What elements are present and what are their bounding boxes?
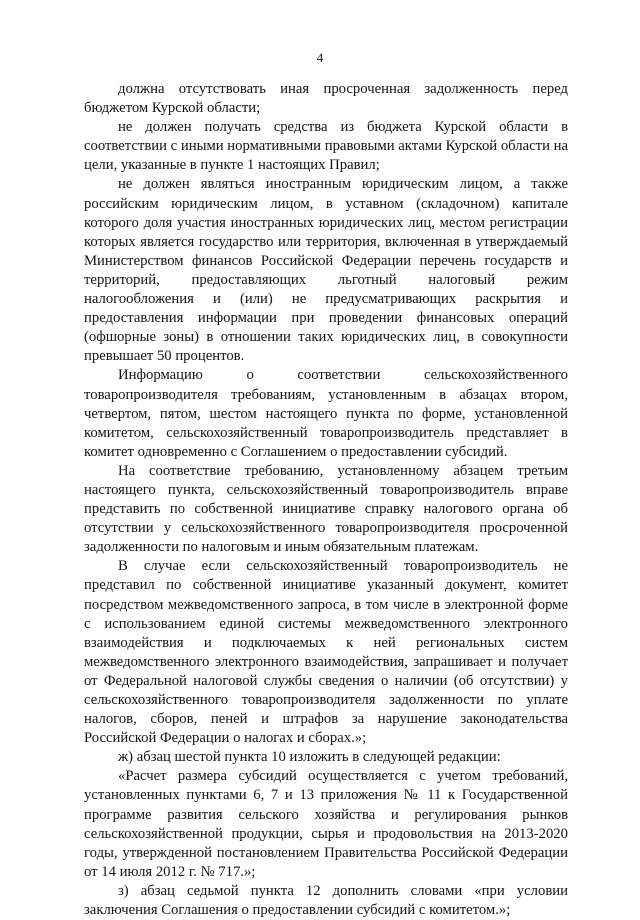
paragraph-amendment-z: з) абзац седьмой пункта 12 дополнить словами «при условии заключения Соглашения о предоставлении субсидий с комитетом.»; [84,882,568,919]
paragraph-no-other-funds: не должен получать средства из бюджета Курской области в соответствии с иными нормативными правовыми актами Курской области на цели, указанные в пункте 1 настоящих Правил; [84,119,568,174]
paragraph-subsidy-calculation: «Расчет размера субсидий осуществляется с учетом требований, установленных пунктами 6, 7 и 13 приложения № 11 к Государственной программе развития сельского хозяйства и регулирования рынков сельскохозяйственной продукции, сырья и продовольствия на 2013-2020 годы, утвержденной постановлением Правительства Российской Федерации от 14 июля 2012 г. № 717.»; [84,768,568,880]
paragraph-amendment-zh: ж) абзац шестой пункта 10 изложить в следующей редакции: [118,749,501,766]
paragraph-not-foreign-entity: не должен являться иностранным юридическим лицом, а также российским юридическим лицом, в уставном (складочном) капитале которого доля участия иностранных юридических лиц, местом регистрации которых является государство или территория, включенная в утверждаемый Министерством финансов Российской Федерации перечень государств и территорий, предоставляющих льготный налоговый режим налогообложения и (или) не предусматривающих раскрытия и предоставления информации при проведении финансовых операций (офшорные зоны) в отношении таких юридических лиц, в совокупности превышает 50 процентов. [84,176,568,365]
paragraph-no-budget-debt: должна отсутствовать иная просроченная задолженность перед бюджетом Курской области; [84,81,568,117]
paragraph-tax-certificate: На соответствие требованию, установленному абзацем третьим настоящего пункта, сельскохозяйственный товаропроизводитель вправе представить по собственной инициативе справку налогового органа об отсутствии у сельскохозяйственного товаропроизводителя просроченной задолженности по налоговым и иным обязательным платежам. [84,462,568,556]
paragraph-compliance-information: Информацию о соответствии сельскохозяйственного товаропроизводителя требованиям, установленным в абзацах втором, четвертом, пятом, шестом настоящего пункта по форме, установленной комитетом, сельскохозяйственный товаропроизводитель представляет в комитет одновременно с Соглашением о предоставлении субсидий. [84,367,568,460]
page-number: 4 [316,50,324,65]
document-body [84,80,568,920]
paragraph-interagency-request: В случае если сельскохозяйственный товаропроизводитель не представил по собственной инициативе указанный документ, комитет посредством межведомственного запроса, в том числе в электронной форме с использованием единой системы межведомственного электронного взаимодействия и подключаемых к ней региональных систем межведомственного электронного взаимодействия, запрашивает и получает от Федеральной налоговой службы сведения о наличии (об отсутствии) у сельскохозяйственного товаропроизводителя задолженности по уплате налогов, сборов, пеней и штрафов за нарушение законодательства Российской Федерации о налогах и сборах.»; [84,558,568,747]
